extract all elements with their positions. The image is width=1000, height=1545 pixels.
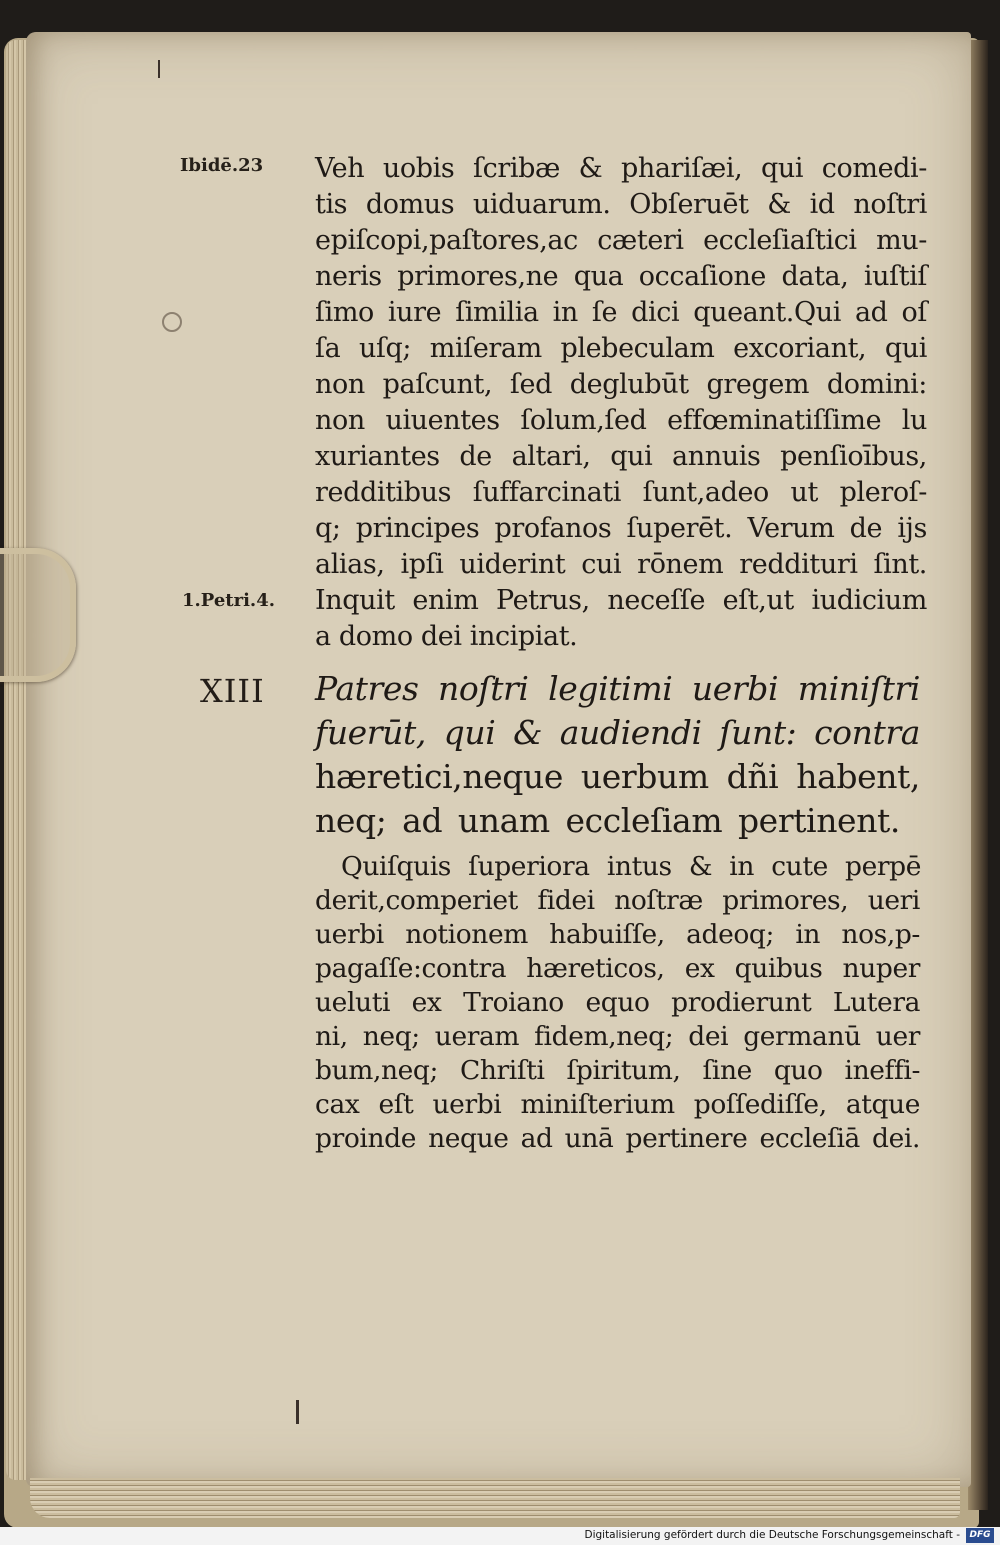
body-line: epiſcopi,paſtores,ac cæteri eccleſiaſtici mu- [315,225,927,256]
paragraph-line: bum,neq; Chriſti ſpiritum, ſine quo ineffi- [315,1055,920,1086]
paragraph-line: ni, neq; ueram fidem,neq; dei germanū uer [315,1021,920,1052]
body-line: ſa uſq; miſeram plebeculam excoriant, qui [315,333,927,364]
clasp [0,548,76,682]
body-line: non paſcunt, ſed deglubūt gregem domini: [315,369,927,400]
body-line: tis domus uiduarum. Obſeruēt & id noſtri [315,189,927,220]
bottom-page-edges [30,1478,960,1518]
dfg-logo: DFG [966,1528,994,1543]
body-line: redditibus ſuffarcinati ſunt,adeo ut pleroſ- [315,477,927,508]
paragraph-line: Quiſquis ſuperiora intus & in cute perpē [341,851,921,882]
margin-circle-mark [162,312,182,332]
paragraph-line: derit,comperiet fidei noſtræ primores, ueri [315,885,920,916]
heading-line: neq; ad unam eccleſiam pertinent. [315,801,900,840]
heading-line: fuerūt, qui & audiendi ſunt: contra [315,713,920,752]
footer-bar [0,1527,1000,1545]
body-line: ſimo iure ſimilia in ſe dici queant.Qui ad oſ [315,297,927,328]
ink-mark-top [158,60,160,78]
heading-line: hæretici,neque uerbum dñi habent, [315,757,920,796]
body-line: q; principes profanos ſuperēt. Verum de ijs [315,513,927,544]
footer-credit: Digitalisierung gefördert durch die Deutsche Forschungsgemeinschaft - [584,1529,960,1541]
section-numeral: XIII [200,672,265,710]
paragraph-line: cax eſt uerbi miniſterium poſſediſſe, atque [315,1089,920,1120]
body-line: neris primores,ne qua occaſione data, iuſtiſ [315,261,927,292]
paragraph-line: proinde neque ad unā pertinere eccleſiā dei. [315,1123,920,1154]
margin-note-ibidem: Ibidē.23 [180,155,264,176]
heading-line: Patres noſtri legitimi uerbi miniſtri [315,669,920,708]
left-page-edges [6,40,28,1480]
body-line: non uiuentes ſolum,ſed effœminatiſſime lu [315,405,927,436]
body-line: Inquit enim Petrus, neceſſe eſt,ut iudicium [315,585,927,616]
paragraph-line: uerbi notionem habuiſſe, adeoq; in nos,p- [315,919,920,950]
right-binding-edge [968,40,988,1510]
margin-note-petri: 1.Petri.4. [182,590,275,611]
body-line: alias, ipſi uiderint cui rōnem reddituri ſint. [315,549,927,580]
ink-mark-bottom [296,1400,299,1424]
body-line: xuriantes de altari, qui annuis penſioībus, [315,441,927,472]
body-line: a domo dei incipiat. [315,621,578,652]
body-line: Veh uobis ſcribæ & phariſæi, qui comedi- [315,153,927,184]
paragraph-line: ueluti ex Troiano equo prodierunt Lutera [315,987,920,1018]
paragraph-line: pagaſſe:contra hæreticos, ex quibus nuper [315,953,920,984]
